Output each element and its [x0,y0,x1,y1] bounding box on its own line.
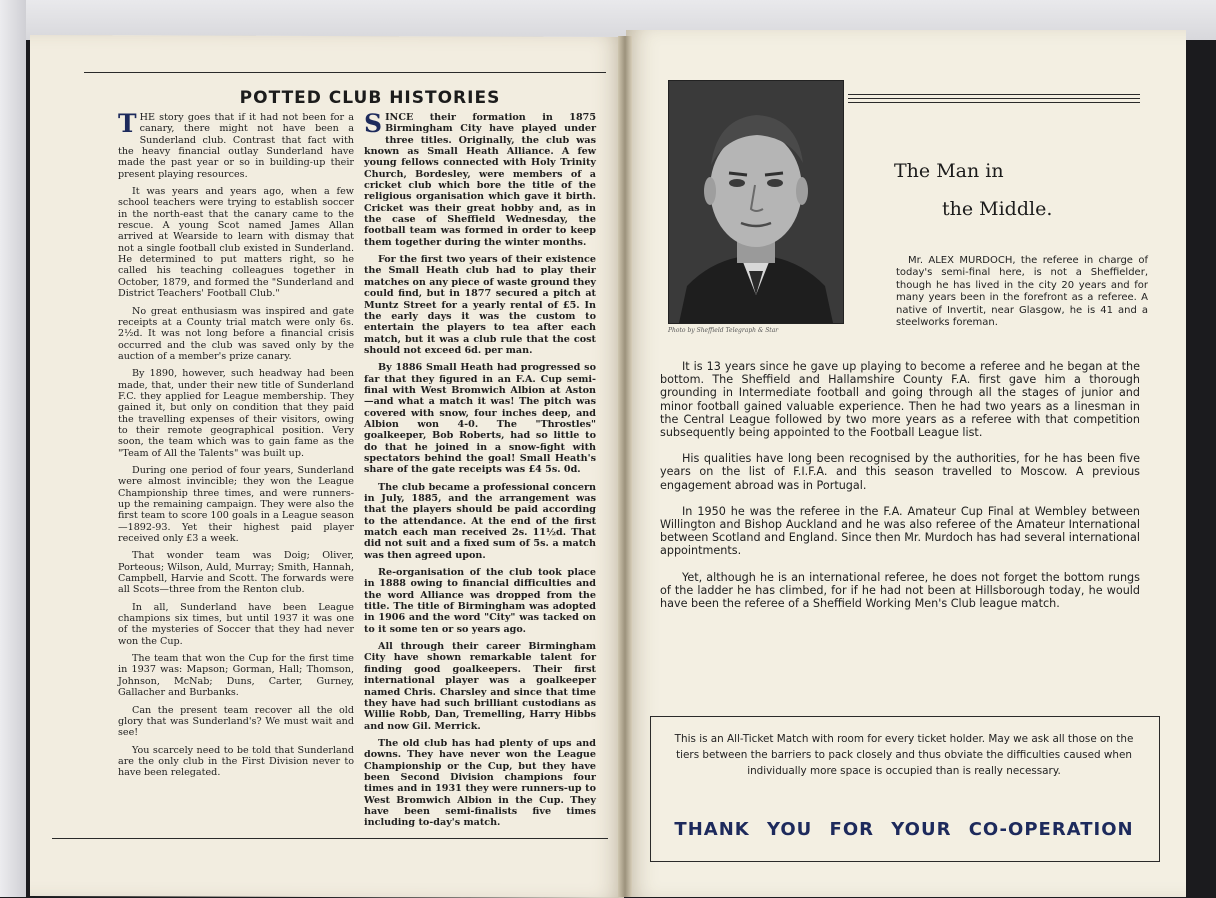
referee-portrait-photo [668,80,844,324]
drop-cap: T [118,109,137,138]
paragraph: It was years and years ago, when a few school teachers were trying to establish soccer in the north-east that the canary came to the rescue. A young Scot named James Allan arrived at Wearside to learn with dismay that not a single football club existed in Sunderland. He determined to put matters right, so he called his teaching colleagues together in October, 1879, and formed the "Sunderland and District Teachers' Football Club." [118,186,354,300]
thank-you-heading: THANK YOU FOR YOUR CO-OPERATION [674,819,1134,840]
book-spine [618,36,632,897]
top-rule [84,72,606,73]
paragraph [364,109,596,248]
paragraph: That wonder team was Doig; Oliver, Porteous; Wilson, Auld, Murray; Smith, Hannah, Campbell, Harvie and Scott. The forwards were all Scots—three from the Renton club. [118,550,354,596]
decorative-rules [848,94,1140,104]
paragraph: By 1886 Small Heath had progressed so far that they figured in an F.A. Cup semi-final with West Bromwich Albion at Aston—and what a match it was! The pitch was covered with snow, four inches deep, and Albion won 4-0. The "Throstles" goalkeeper, Bob Roberts, had so little to do that he joined in a snow-fight with spectators behind the goal! Small Heath's share of the gate receipts was £4 5s. 0d. [364,362,596,476]
paragraph: Can the present team recover all the old glory that was Sunderland's? We must wait and see! [118,704,354,739]
column-sunderland [118,109,354,785]
article-intro: Mr. ALEX MURDOCH, the referee in charge of today's semi-final here, is not a Sheffielder, though he has lived in the city 20 years and for many years been in the forefront as a referee. A native of Invertit, near Glasgow, he is 41 and a steelworks foreman. [896,255,1148,329]
desk-background-left [0,0,26,897]
paragraph: No great enthusiasm was inspired and gate receipts at a County trial match were only 6s. 2½d. It was not long before a financial crisis occurred and the club was saved only by the auction of a member's prize canary. [118,305,354,362]
portrait-silhouette [669,81,843,323]
paragraph: All through their career Birmingham City have shown remarkable talent for finding good goalkeepers. Their first international player was a goalkeeper named Chris. Charsley and since that time they have had such brilliant custodians as Willie Robb, Dan, Tremelling, Harry Hibbs and now Gil. Merrick. [364,641,596,732]
paragraph: His qualities have long been recognised by the authorities, for he has been five years on the list of F.I.F.A. and this season travelled to Moscow. A previous engagement abroad was in Portugal. [660,452,1140,492]
paragraph: The old club has had plenty of ups and downs. They have never won the League Championship or the Cup, but they have been Second Division champions four times and in 1931 they were runners-up to West Bromwich Albion in the Cup. They have been semi-finalists five times including to-day's match. [364,737,596,829]
paragraph: The club became a professional concern in July, 1885, and the arrangement was that the players should be paid according to the attendance. At the end of the first match each man received 2s. 11½d. That did not suit and a fixed sum of 5s. a match was then agreed upon. [364,481,596,561]
paragraph-text: INCE their formation in 1875 Birmingham City have played under three titles. Originally, the club was known as Small Heath Alliance. A few young fellows connected with Holy Trinity Church, Bordesley, were members of a cricket club which bore the title of the religious organisation which gave it birth. Cricket was their great hobby and, as in the case of Sheffield Wednesday, the football team was formed in order to keep them together during the winter months. [364,112,596,248]
paragraph [118,109,354,180]
paragraph: In all, Sunderland have been League champions six times, but until 1937 it was one of the mysteries of Soccer that they had never won the Cup. [118,601,354,647]
paragraph: During one period of four years, Sunderland were almost invincible; they won the League Championship three times, and were runners-up the remaining campaign. They were also the first team to score 100 goals in a League season—1892-93. Yet their highest paid player received only £3 a week. [118,464,354,545]
notice-text: This is an All-Ticket Match with room for every ticket holder. May we ask all those on the tiers between the barriers to pack closely and thus obviate the difficulties caused when individually more space is occupied than is really necessary. [674,733,1134,777]
paragraph: Yet, although he is an international referee, he does not forget the bottom rungs of the ladder he has climbed, for if he had not been at Hillsborough today, he would have been the referee of a Sheffield Working Men's Club league match. [660,570,1140,611]
article-title-line-2: the Middle. [942,198,1053,220]
article-body [660,360,1140,623]
page-title: POTTED CLUB HISTORIES [239,88,501,108]
column-birmingham [364,109,596,835]
bottom-rule [52,838,608,839]
paragraph-text: HE story goes that if it had not been for a canary, there might not have been a Sunderland club. Contrast that fact with the heavy financial outlay Sunderland have made the past year or so in building-up their present playing resources. [118,112,354,180]
paragraph: For the first two years of their existence the Small Heath club had to play their matches on any piece of waste ground they could find, but in 1877 secured a pitch at Muntz Street for a yearly rental of £5. In the early days it was the custom to entertain the players to tea after each match, but it was a club rule that the cost should not exceed 6d. per man. [364,254,596,356]
photo-credit: Photo by Sheffield Telegraph & Star [668,327,779,334]
paragraph: By 1890, however, such headway had been made, that, under their new title of Sunderland F.C. they applied for League membership. They gained it, but only on condition that they paid the travelling expenses of their visitors, owing to their remote geographical position. Very soon, the team which was to gain fame as the "Team of All the Talents" was built up. [118,368,354,459]
paragraph: It is 13 years since he gave up playing to become a referee and he began at the bottom. The Sheffield and Hallamshire County F.A. first gave him a thorough grounding in Intermediate football and going through all the stages of junior and minor football gained valuable experience. Then he had two years as a linesman in the Central League followed by two more years as a referee with that competition subsequently being appointed to the Football League list. [660,360,1140,440]
paragraph: The team that won the Cup for the first time in 1937 was: Mapson; Gorman, Hall; Thomson, Johnson, McNab; Duns, Carter, Gurney, Gallacher and Burbanks. [118,653,354,699]
article-title-line-1: The Man in [894,160,1004,182]
paragraph: You scarcely need to be told that Sunderland are the only club in the First Division never to have been relegated. [118,744,354,779]
paragraph: In 1950 he was the referee in the F.A. Amateur Cup Final at Wembley between Willington and Bishop Auckland and he was also referee of the Amateur International between Scotland and England. Since then Mr. Murdoch has had several international appointments. [660,504,1140,558]
all-ticket-notice-box [650,716,1160,862]
paragraph: Re-organisation of the club took place in 1888 owing to financial difficulties and the word Alliance was dropped from the title. The title of Birmingham was adopted in 1906 and the word "City" was tacked on to it some ten or so years ago. [364,567,596,635]
drop-cap: S [364,109,383,138]
